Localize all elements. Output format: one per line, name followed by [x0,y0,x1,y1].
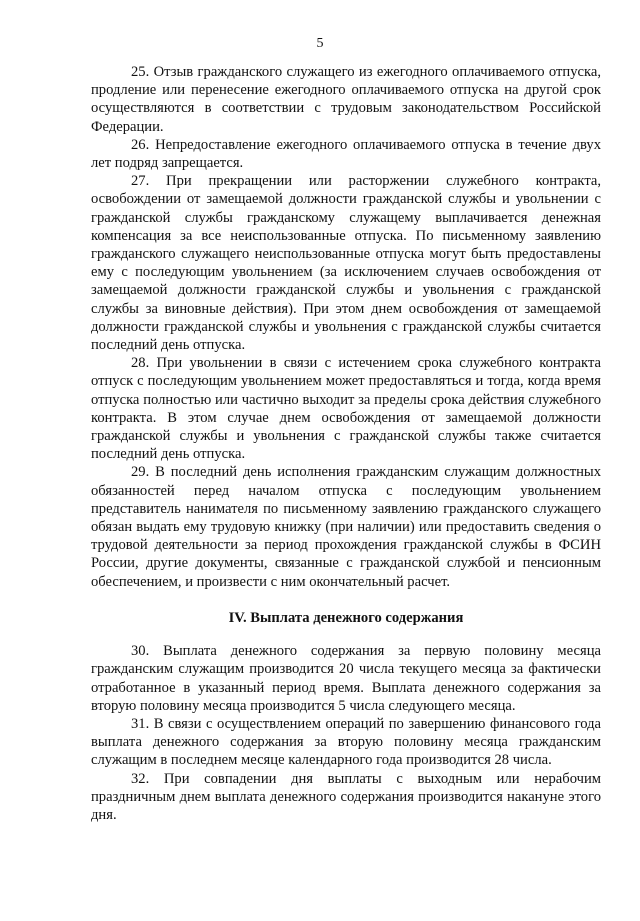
paragraph-28: 28. При увольнении в связи с истечением срока служебного контракта отпуск с последующим увольнением может предоставляться и тогда, когда время отпуска полностью или частично выходит за пределы срока действия служебного контракта. В этом случае днем освобождения от замещаемой должности гражданской службы и увольнения с гражданской службы также считается последний день отпуска. [91,355,601,463]
paragraph-27: 27. При прекращении или расторжении служебного контракта, освобождении от замещаемой должности гражданской службы и увольнении с гражданской службы гражданскому служащему выплачивается денежная компенсация за все неиспользованные отпуска. По письменному заявлению гражданского служащего неиспользованные отпуска могут быть предоставлены ему с последующим увольнением (за исключением случаев освобождения от замещаемой должности гражданской службы и увольнения с гражданской службы за виновные действия). При этом днем освобождения от замещаемой должности гражданской службы и увольнения с гражданской службы считается последний день отпуска. [91,173,601,354]
paragraph-32: 32. При совпадении дня выплаты с выходным или нерабочим праздничным днем выплата денежного содержания производится накануне этого дня. [91,770,601,823]
page-number: 5 [316,36,324,51]
paragraph-29: 29. В последний день исполнения гражданским служащим должностных обязанностей перед началом отпуска с последующим увольнением представитель нанимателя по письменному заявлению гражданского служащего обязан выдать ему трудовую книжку (при наличии) или предоставить сведения о трудовой деятельности за период прохождения гражданской службы в ФСИН России, другие документы, связанные с гражданской службой и пенсионным обеспечением, и произвести с ним окончательный расчет. [91,464,601,590]
paragraph-31: 31. В связи с осуществлением операций по завершению финансового года выплата денежного содержания за вторую половину месяца гражданским служащим в последнем месяце календарного года производится 28 числа. [91,715,601,769]
document-body [91,63,601,824]
section-heading: IV. Выплата денежного содержания [228,609,464,626]
paragraph-26: 26. Непредоставление ежегодного оплачиваемого отпуска в течение двух лет подряд запрещается. [91,136,601,172]
paragraph-30: 30. Выплата денежного содержания за первую половину месяца гражданским служащим производится 20 числа текущего месяца за фактически отработанное в указанный период время. Выплата денежного содержания за вторую половину месяца производится 5 числа следующего месяца. [91,643,601,714]
paragraph-25: 25. Отзыв гражданского служащего из ежегодного оплачиваемого отпуска, продление или перенесение ежегодного оплачиваемого отпуска на другой срок осуществляются в соответствии с трудовым законодательством Российской Федерации. [91,64,601,135]
